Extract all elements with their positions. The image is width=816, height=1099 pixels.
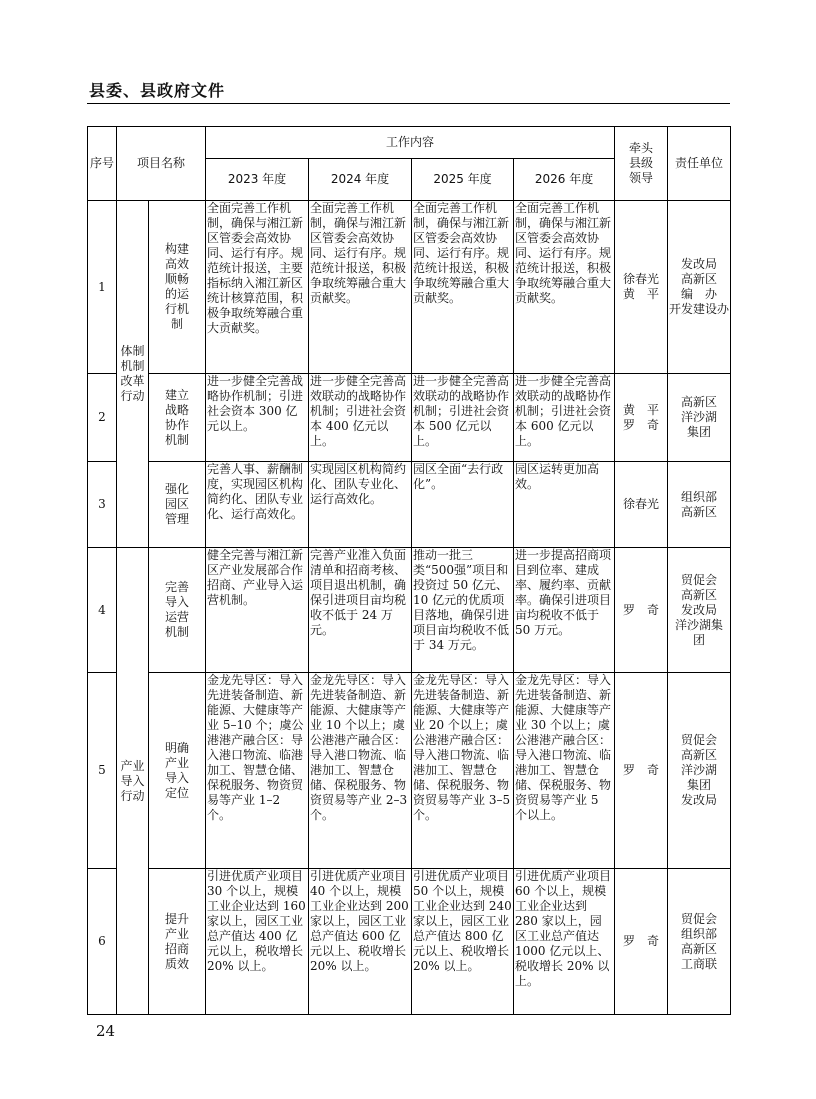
cell-2023: 引进优质产业项目 30 个以上，规模工业企业达到 160 家以上，园区工业总产值达 400 亿元以上，税收增长 20% 以上。 (206, 869, 309, 1015)
resp-unit: 发改局 (681, 793, 718, 807)
cell-2023: 全面完善工作机制，确保与湘江新区管委会高效协同、运行有序。规范统计报送，主要指标纳入湘江新区统计核算范围，积极争取统筹融合重大贡献奖。 (206, 201, 309, 374)
resp-unit: 编 办 (681, 287, 718, 301)
resp-unit: 组织部 (681, 926, 718, 941)
row-seq: 3 (88, 462, 117, 548)
cell-2023: 金龙先导区：导入先进装备制造、新能源、大健康等产业 5–10 个；虞公港港产融合区：导入港口物流、临港加工、智慧仓储、保税服务、物资贸易等产业 1–2 个。 (206, 673, 309, 869)
row-item: 明确产业导入定位 (149, 673, 206, 869)
lead-name: 黄 平 (623, 287, 660, 301)
cell-2024: 进一步健全完善高效联动的战略协作机制；引进社会资本 400 亿元以上。 (309, 374, 412, 462)
cell-resp (668, 673, 731, 869)
resp-unit: 工商联 (681, 956, 718, 971)
header-seq: 序号 (88, 127, 117, 201)
cell-2025: 金龙先导区：导入先进装备制造、新能源、大健康等产业 20 个以上；虞公港港产融合区：导入港口物流、临港加工、智慧仓储、保税服务、物资贸易等产业 3–5 个。 (412, 673, 514, 869)
cell-2024: 全面完善工作机制，确保与湘江新区管委会高效协同、运行有序。规范统计报送，积极争取统筹融合重大贡献奖。 (309, 201, 412, 374)
cell-resp (668, 548, 731, 673)
lead-name: 罗 奇 (623, 602, 660, 617)
header-lead: 牵头县级领导 (615, 127, 668, 201)
resp-unit: 贸促会 (681, 572, 718, 587)
page-header-title: 县委、县政府文件 (89, 81, 226, 100)
cell-2025: 推动一批三类“500强”项目和投资过 50 亿元、10 亿元的优质项目落地，确保引进项目亩均税收不低于 34 万元。 (412, 548, 514, 673)
header-project: 项目名称 (117, 127, 206, 201)
lead-name: 罗 奇 (623, 417, 660, 432)
header-year-2024: 2024 年度 (309, 159, 412, 201)
resp-unit: 开发建设办 (669, 302, 730, 316)
resp-unit: 发改局 (681, 257, 718, 271)
cell-2023: 进一步健全完善战略协作机制；引进社会资本 300 亿元以上。 (206, 374, 309, 462)
cell-lead (615, 548, 668, 673)
row-item: 强化园区管理 (149, 462, 206, 548)
header-year-2026: 2026 年度 (514, 159, 615, 201)
cell-resp (668, 201, 731, 374)
header-year-2023: 2023 年度 (206, 159, 309, 201)
cell-lead (615, 462, 668, 548)
group-label: 体制机制改革行动 (117, 201, 149, 548)
resp-unit: 高新区 (681, 272, 718, 286)
resp-unit: 发改局 (681, 602, 718, 617)
header-rule (87, 103, 730, 104)
resp-unit: 高新区 (681, 941, 718, 956)
table-row (88, 869, 731, 1015)
resp-unit: 洋沙湖集 (675, 617, 724, 632)
page-number: 24 (96, 1022, 116, 1040)
cell-resp (668, 869, 731, 1015)
table-row (88, 462, 731, 548)
row-seq: 2 (88, 374, 117, 462)
row-seq: 1 (88, 201, 117, 374)
lead-name: 罗 奇 (623, 934, 660, 948)
cell-2023: 健全完善与湘江新区产业发展部合作招商、产业导入运营机制。 (206, 548, 309, 673)
cell-2025: 全面完善工作机制，确保与湘江新区管委会高效协同、运行有序。规范统计报送，积极争取统筹融合重大贡献奖。 (412, 201, 514, 374)
resp-unit: 贸促会 (681, 911, 718, 926)
resp-unit: 高新区 (681, 748, 718, 762)
cell-lead (615, 869, 668, 1015)
cell-resp (668, 374, 731, 462)
cell-lead (615, 374, 668, 462)
cell-2026: 全面完善工作机制，确保与湘江新区管委会高效协同、运行有序。规范统计报送，积极争取统筹融合重大贡献奖。 (514, 201, 615, 374)
resp-unit: 组织部 (681, 489, 718, 504)
row-item: 完善导入运营机制 (149, 548, 206, 673)
cell-2026: 进一步提高招商项目到位率、建成率、履约率、贡献率。确保引进项目亩均税收不低于 50 万元。 (514, 548, 615, 673)
row-item: 建立战略协作机制 (149, 374, 206, 462)
cell-2025: 进一步健全完善高效联动的战略协作机制；引进社会资本 500 亿元以上。 (412, 374, 514, 462)
row-seq: 4 (88, 548, 117, 673)
cell-2024: 引进优质产业项目 40 个以上，规模工业企业达到 200 家以上，园区工业总产值达 600 亿元以上、税收增长 20% 以上。 (309, 869, 412, 1015)
resp-unit: 洋沙湖 (681, 763, 718, 777)
resp-unit: 高新区 (681, 504, 718, 519)
table-row (88, 548, 731, 673)
resp-unit: 团 (693, 632, 706, 647)
header-resp: 责任单位 (668, 127, 731, 201)
cell-2026: 金龙先导区：导入先进装备制造、新能源、大健康等产业 30 个以上；虞公港港产融合区：导入港口物流、临港加工、智慧仓储、保税服务、物资贸易等产业 5 个以上。 (514, 673, 615, 869)
header-work: 工作内容 (206, 127, 615, 159)
resp-unit: 高新区 (681, 587, 718, 602)
lead-name: 黄 平 (623, 402, 660, 417)
row-item: 提升产业招商质效 (149, 869, 206, 1015)
resp-unit: 集团 (687, 425, 712, 439)
lead-name: 罗 奇 (623, 763, 660, 777)
cell-resp (668, 462, 731, 548)
table-row (88, 673, 731, 869)
group-label: 产业导入行动 (117, 548, 149, 1015)
lead-name: 徐春光 (623, 497, 660, 511)
resp-unit: 贸促会 (681, 733, 718, 747)
cell-2024: 金龙先导区：导入先进装备制造、新能源、大健康等产业 10 个以上；虞公港港产融合区：导入港口物流、临港加工、智慧仓储、保税服务、物资贸易等产业 2–3 个。 (309, 673, 412, 869)
cell-lead (615, 201, 668, 374)
cell-2023: 完善人事、薪酬制度，实现园区机构简约化、团队专业化、运行高效化。 (206, 462, 309, 548)
resp-unit: 洋沙湖 (681, 410, 718, 424)
cell-2026: 引进优质产业项目 60 个以上，规模工业企业达到 280 家以上，园区工业总产值达 1000 亿元以上、税收增长 20% 以上。 (514, 869, 615, 1015)
work-plan-table (87, 126, 731, 1015)
cell-2026: 进一步健全完善高效联动的战略协作机制；引进社会资本 600 亿元以上。 (514, 374, 615, 462)
lead-name: 徐春光 (623, 272, 660, 286)
table-row (88, 374, 731, 462)
cell-lead (615, 673, 668, 869)
cell-2026: 园区运转更加高效。 (514, 462, 615, 548)
cell-2024: 完善产业准入负面清单和招商考核、项目退出机制，确保引进项目亩均税收不低于 24 万元。 (309, 548, 412, 673)
header-year-2025: 2025 年度 (412, 159, 514, 201)
cell-2025: 园区全面“去行政化”。 (412, 462, 514, 548)
row-seq: 5 (88, 673, 117, 869)
cell-2024: 实现园区机构简约化、团队专业化、运行高效化。 (309, 462, 412, 548)
resp-unit: 高新区 (681, 395, 718, 409)
row-seq: 6 (88, 869, 117, 1015)
cell-2025: 引进优质产业项目 50 个以上，规模工业企业达到 240 家以上，园区工业总产值达 800 亿元以上、税收增长 20% 以上。 (412, 869, 514, 1015)
row-item: 构建高效顺畅的运行机制 (149, 201, 206, 374)
table-row (88, 201, 731, 374)
resp-unit: 集团 (687, 778, 712, 792)
